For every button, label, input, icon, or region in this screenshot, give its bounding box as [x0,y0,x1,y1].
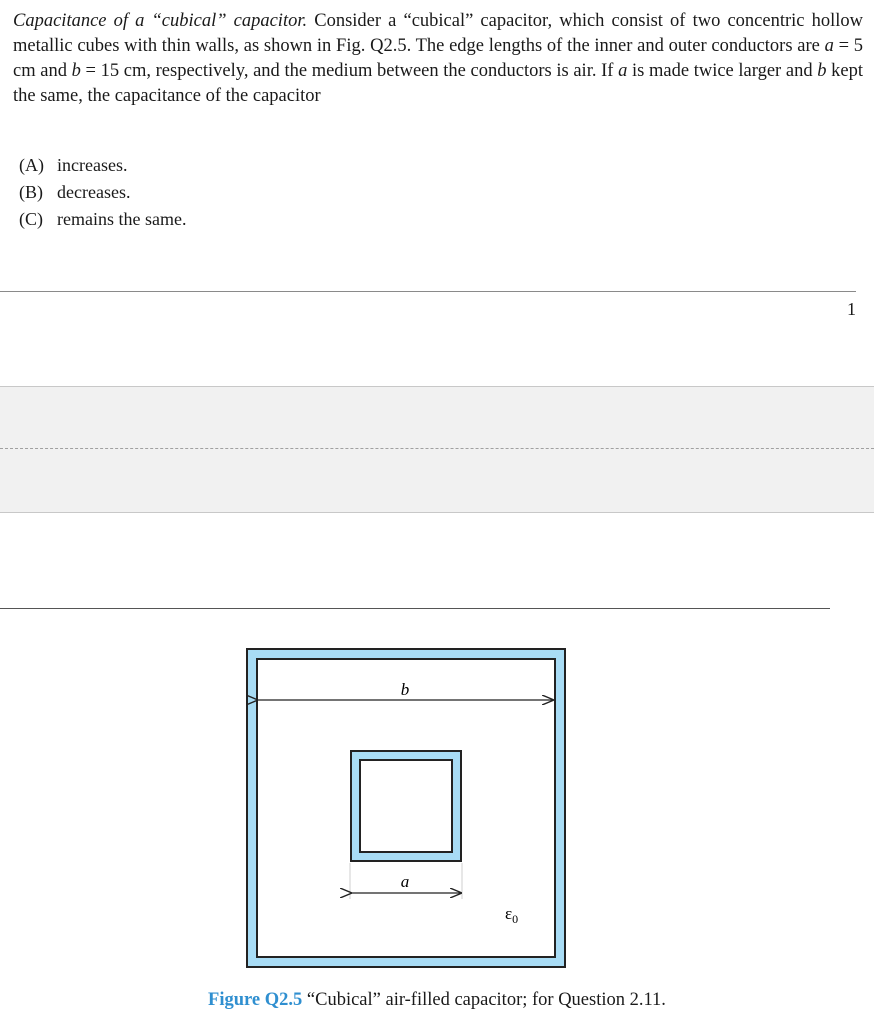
option-c[interactable] [19,206,186,233]
question-text-part: = 5 cm and [13,36,863,81]
page-gap-band [0,386,874,513]
option-text: remains the same. [57,209,187,229]
question-text [13,9,863,109]
var-b: b [817,61,827,81]
var-a: a [824,36,834,56]
capacitor-diagram [245,647,567,969]
question-text-part: kept the same, the capacitance of the capacitor [13,61,863,106]
separator-rule [0,291,856,292]
inner-hollow [360,760,452,852]
figure-caption [0,990,874,1011]
dashed-divider [0,448,874,449]
caption-text: “Cubical” air-filled capacitor; for Question 2.11. [302,990,666,1010]
caption-label: Figure Q2.5 [208,990,303,1010]
page-number: 1 [847,299,856,319]
question-text-part: = 15 cm, respectively, and the medium between the conductors is air. If [80,61,619,81]
var-a: a [618,61,628,81]
capacitor-figure [245,647,567,969]
option-text: decreases. [57,182,131,202]
question-text-part: Consider a “cubical” capacitor, which consist of two concentric hollow metallic cubes with thin walls, as shown in Fig. Q2.5. The edge lengths of the inner and outer conductors are [13,11,863,56]
var-b: b [71,61,81,81]
label-epsilon-zero: $\varepsilon_0$ [505,904,519,926]
question-title: Capacitance of a “cubical” capacitor. [13,11,308,31]
question-text-part: is made twice larger and [627,61,818,81]
option-a[interactable] [19,152,186,179]
label-b: b [400,680,410,699]
option-label: (A) [19,155,44,175]
label-a: a [400,872,410,891]
option-text: increases. [57,155,128,175]
option-label: (B) [19,182,43,202]
answer-options [19,152,186,233]
option-b[interactable] [19,179,186,206]
separator-rule [0,608,830,609]
option-label: (C) [19,209,43,229]
